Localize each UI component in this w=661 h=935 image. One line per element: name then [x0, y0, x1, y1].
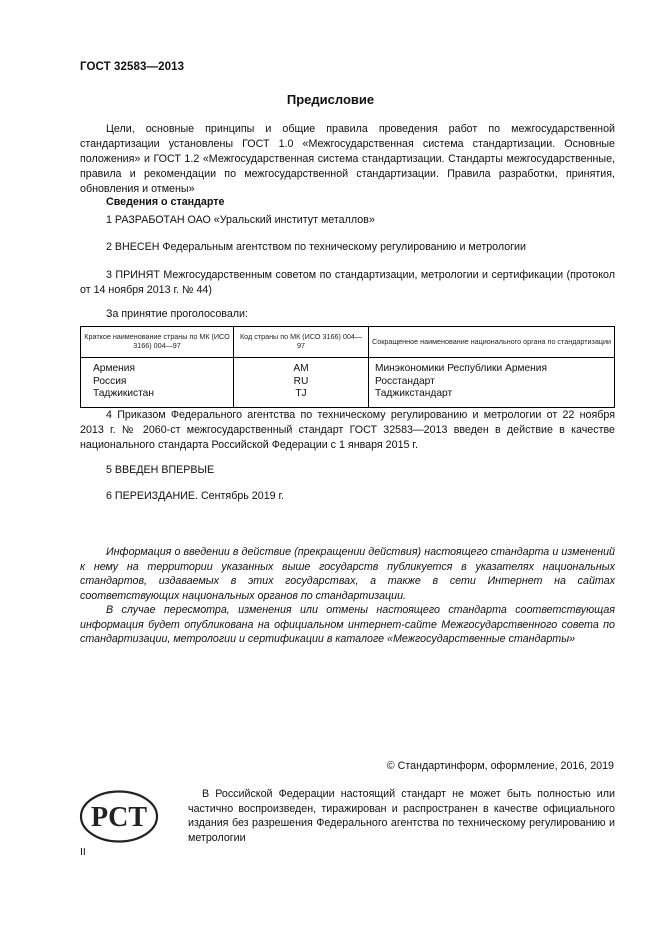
country-name: Армения — [93, 363, 135, 374]
item-5-first-introduced: 5 ВВЕДЕН ВПЕРВЫЕ — [106, 464, 215, 476]
header-country-name: Краткое наименование страны по МК (ИСО 3166) 004—97 — [81, 327, 234, 358]
body-cell — [369, 358, 615, 408]
country-code: RU — [293, 375, 309, 387]
item-4-enacted: 4 Приказом Федерального агентства по техническому регулированию и метрологии от 22 ноября 2013 г. № 2060-ст межгосударственный стандарт ГОСТ 32583—2013 введен в действие в качестве национального стандарта Российской Федерации с 1 января 2015 г. — [80, 409, 615, 451]
standards-body-name: Росстандарт — [375, 375, 435, 387]
page-title: Предисловие — [286, 92, 375, 107]
item-1-developer: 1 РАЗРАБОТАН ОАО «Уральский институт металлов» — [106, 214, 375, 226]
item-2-submitted: 2 ВНЕСЕН Федеральным агентством по техническому регулированию и метрологии — [106, 241, 526, 253]
code-cell — [234, 358, 369, 408]
header-country-code: Код страны по МК (ИСО 3166) 004—97 — [234, 327, 369, 358]
document-code-header: ГОСТ 32583—2013 — [80, 61, 185, 73]
item-6-reissue: 6 ПЕРЕИЗДАНИЕ. Сентябрь 2019 г. — [106, 490, 285, 502]
item-3-adopted: 3 ПРИНЯТ Межгосударственным советом по стандартизации, метрологии и сертификации (протокол от 14 ноября 2013 г. № 44) — [80, 269, 615, 296]
reproduction-notice: В Российской Федерации настоящий стандарт не может быть полностью или частично воспроизведен, тиражирован и распространен в качестве официального издания без разрешения Федерального агентства по техническому регулированию и метрологии — [188, 788, 615, 844]
country-code: AM — [293, 363, 309, 374]
voting-table — [80, 326, 615, 408]
info-note-publication: Информация о введении в действие (прекращении действия) настоящего стандарта и изменений к нему на территории указанных выше государств публикуется в указателях национальных стандартов, издаваемых в этих государствах, а также в сети Интернет на сайтах соответствующих национальных органов по стандартизации. — [80, 546, 615, 602]
copyright-line: © Стандартинформ, оформление, 2016, 2019 — [386, 760, 614, 772]
header-standards-body: Сокращенное наименование национального органа по стандартизации — [369, 327, 615, 358]
country-code: TJ — [295, 388, 307, 399]
info-note-revision: В случае пересмотра, изменения или отмены настоящего стандарта соответствующая информация будет опубликована на официальном интернет-сайте Межгосударственного совета по стандартизации, метрологии и сертификации в каталоге «Межгосударственные стандарты» — [80, 604, 615, 645]
country-name: Таджикистан — [93, 388, 154, 399]
country-cell — [81, 358, 234, 408]
vote-intro: За принятие проголосовали: — [106, 308, 248, 320]
rst-certification-mark-icon — [79, 790, 159, 843]
table-header-row — [81, 327, 615, 358]
logo-mark-text: PCT — [91, 802, 147, 833]
standards-body-name: Минэкономики Республики Армения — [375, 363, 547, 374]
table-row — [81, 358, 615, 408]
intro-paragraph: Цели, основные принципы и общие правила проведения работ по межгосударственной стандартизации установлены ГОСТ 1.0 «Межгосударственная система стандартизации. Основные положения» и ГОСТ 1.2 «Межгосударственная система стандартизации. Стандарты межгосударственные, правила и рекомендации по межгосударственной стандартизации. Правила разработки, принятия, обновления и отмены» — [80, 123, 615, 195]
standards-body-name: Таджикстандарт — [375, 388, 453, 399]
country-name: Россия — [93, 375, 127, 387]
page-number: II — [80, 846, 86, 858]
section-heading: Сведения о стандарте — [106, 196, 225, 208]
